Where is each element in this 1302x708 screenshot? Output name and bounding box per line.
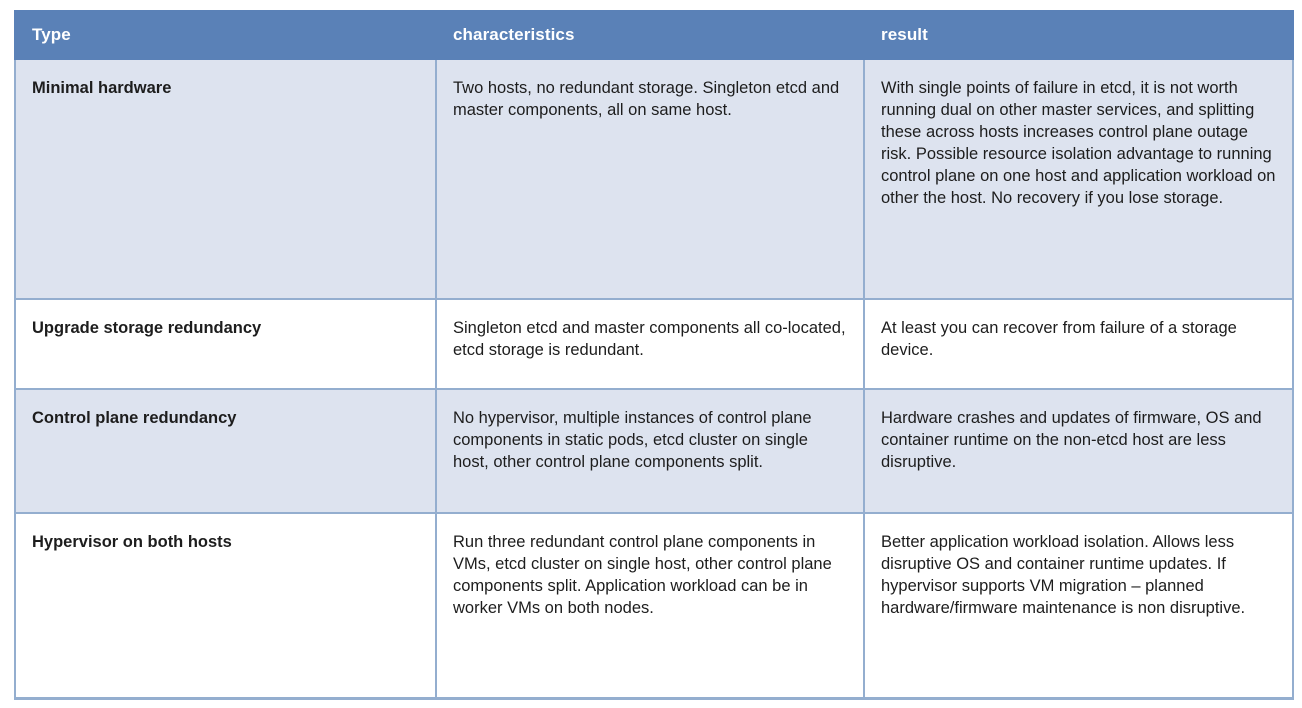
cell-type: Hypervisor on both hosts [15,513,436,698]
redundancy-options-table [14,10,1294,700]
header-row [15,11,1293,59]
column-header-characteristics: characteristics [436,11,864,59]
column-header-result: result [864,11,1293,59]
cell-type: Upgrade storage redundancy [15,299,436,389]
cell-characteristics: Two hosts, no redundant storage. Singleton etcd and master components, all on same host. [436,59,864,299]
cell-type: Control plane redundancy [15,389,436,513]
cell-result: At least you can recover from failure of a storage device. [864,299,1293,389]
cell-result: Better application workload isolation. Allows less disruptive OS and container runtime updates. If hypervisor supports VM migration – planned hardware/firmware maintenance is non disruptive. [864,513,1293,698]
cell-characteristics: No hypervisor, multiple instances of control plane components in static pods, etcd cluster on single host, other control plane components split. [436,389,864,513]
cell-result: Hardware crashes and updates of firmware, OS and container runtime on the non-etcd host are less disruptive. [864,389,1293,513]
cell-type: Minimal hardware [15,59,436,299]
table-row [15,59,1293,299]
table-header [15,11,1293,59]
table-row [15,299,1293,389]
table-row [15,513,1293,698]
cell-characteristics: Singleton etcd and master components all co-located, etcd storage is redundant. [436,299,864,389]
cell-result: With single points of failure in etcd, it is not worth running dual on other master services, and splitting these across hosts increases control plane outage risk. Possible resource isolation advantage to running control plane on one host and application workload on other the host. No recovery if you lose storage. [864,59,1293,299]
table-row [15,389,1293,513]
table-body [15,59,1293,698]
cell-characteristics: Run three redundant control plane components in VMs, etcd cluster on single host, other control plane components split. Application workload can be in worker VMs on both nodes. [436,513,864,698]
column-header-type: Type [15,11,436,59]
